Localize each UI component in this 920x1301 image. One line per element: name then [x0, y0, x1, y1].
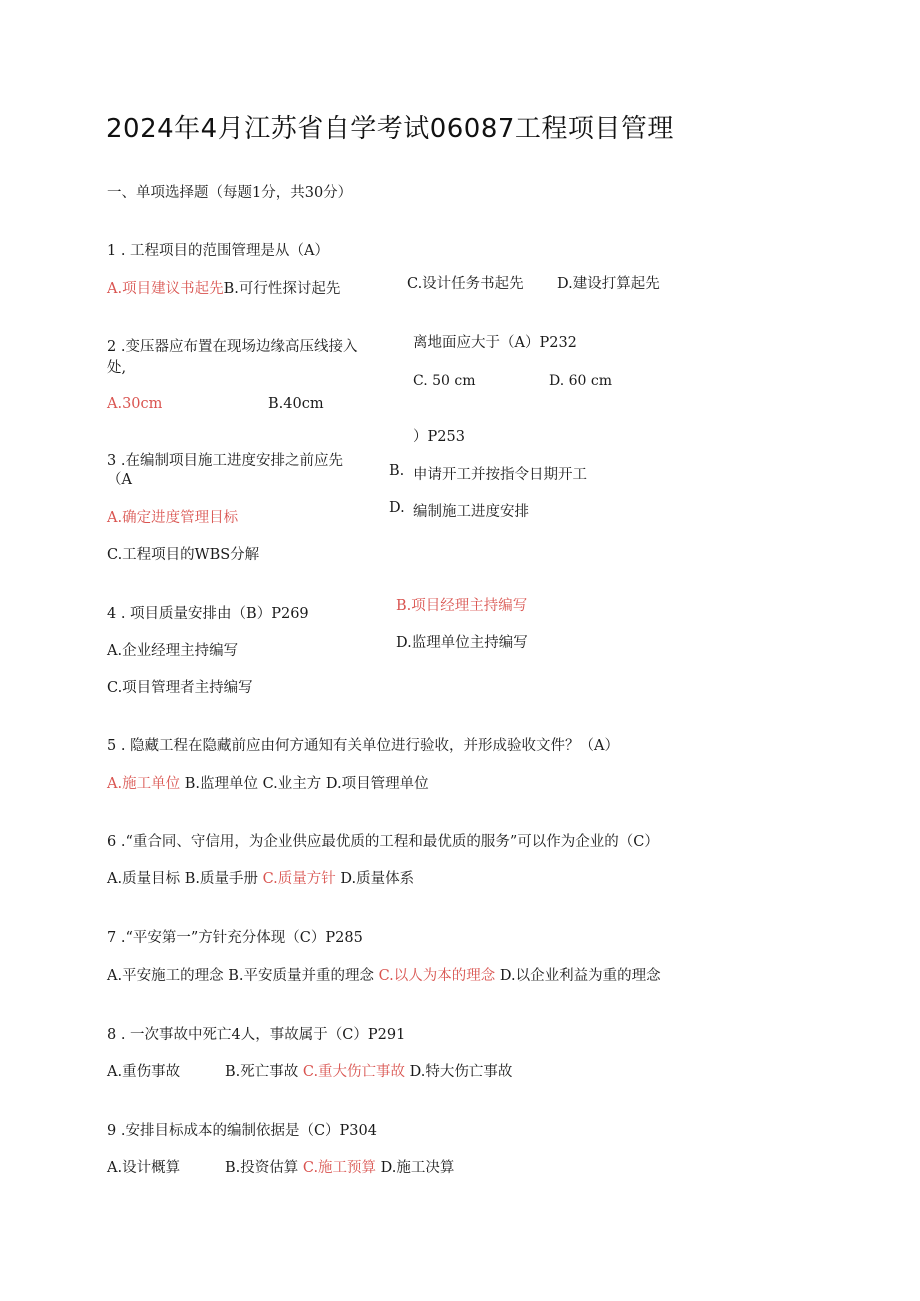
q2-option-b: B.40cm: [268, 396, 324, 412]
q5-stem: 5 . 隐藏工程在隐藏前应由何方通知有关单位进行验收，并形成验收文件？（A）: [107, 738, 620, 754]
q6-option-c: C.质量方针: [262, 871, 336, 887]
document-title: 2024年4月江苏省自学考试06087工程项目管理: [106, 114, 674, 144]
q1-option-line: [107, 282, 340, 297]
q4-stem: 4 . 项目质量安排由（B）P269: [107, 606, 309, 622]
q9-option-b: B.投资估算: [225, 1160, 303, 1176]
q6-options-post: D.质量体系: [335, 871, 415, 887]
q3-option-b-letter: B.: [389, 463, 405, 479]
q1-option-b: B.可行性探讨起先: [223, 281, 341, 297]
q6-stem: 6 .“重合同、守信用，为企业供应最优质的工程和最优质的服务”可以作为企业的（C）: [107, 834, 659, 850]
q2-stem-line2: 处,: [107, 360, 127, 376]
q7-option-c: C.以人为本的理念: [378, 968, 496, 984]
q7-options: [107, 969, 661, 984]
q2-option-d: D. 60 cm: [549, 373, 613, 389]
q4-option-b: B.项目经理主持编写: [396, 598, 528, 614]
q9-option-a: A.设计概算: [107, 1160, 181, 1176]
q9-stem: 9 .安排目标成本的编制依据是（C）P304: [107, 1123, 377, 1139]
q1-option-c: C.设计任务书起先: [407, 276, 524, 292]
q3-stem-line1: 3 .在编制项目施工进度安排之前应先: [107, 453, 343, 469]
q3-stem-line2: （A: [107, 472, 132, 488]
q8-options-rest: [225, 1065, 512, 1080]
q2-stem-line1: 2 .变压器应布置在现场边缘高压线接入: [107, 339, 358, 355]
q3-page-ref: ）P253: [413, 429, 465, 445]
q1-option-a: A.项目建议书起先: [107, 281, 224, 297]
q7-options-post: D.以企业利益为重的理念: [495, 968, 661, 984]
q8-stem: 8 . 一次事故中死亡4人，事故属于（C）P291: [107, 1027, 406, 1043]
q8-option-b: B.死亡事故: [225, 1064, 303, 1080]
q3-option-c: C.工程项目的WBS分解: [107, 547, 260, 563]
q4-option-a: A.企业经理主持编写: [107, 643, 239, 659]
q2-stem-right: 离地面应大于（A）P232: [413, 335, 577, 351]
q4-option-c: C.项目管理者主持编写: [107, 680, 253, 696]
q1-option-d: D.建设打算起先: [557, 276, 660, 292]
q1-stem: 1 . 工程项目的范围管理是从（A）: [107, 243, 330, 259]
q7-stem: 7 .“平安第一”方针充分体现（C）P285: [107, 930, 363, 946]
q9-option-c: C.施工预算: [302, 1160, 377, 1176]
q6-options-pre: A.质量目标 B.质量手册: [107, 871, 263, 887]
q7-options-pre: A.平安施工的理念 B.平安质量并重的理念: [107, 968, 379, 984]
q8-options-post: D.特大伤亡事故: [405, 1064, 513, 1080]
q3-option-b-text: 申请开工并按指令日期开工: [413, 467, 587, 483]
q5-options: [107, 777, 429, 792]
q2-option-c: C. 50 cm: [413, 373, 476, 389]
q8-option-c: C.重大伤亡事故: [302, 1064, 406, 1080]
q3-option-d-text: 编制施工进度安排: [413, 504, 529, 520]
section-heading: 一、单项选择题（每题1分，共30分）: [107, 185, 353, 201]
q8-option-a: A.重伤事故: [107, 1064, 181, 1080]
q3-option-a: A.确定进度管理目标: [107, 510, 239, 526]
q9-options-rest: [225, 1161, 454, 1176]
q9-options-post: D.施工决算: [376, 1160, 455, 1176]
q5-option-a: A.施工单位: [107, 776, 181, 792]
q4-option-d: D.监理单位主持编写: [396, 635, 528, 651]
q2-option-a: A.30cm: [107, 396, 163, 412]
q3-option-d-letter: D.: [389, 500, 405, 516]
q5-options-rest: B.监理单位 C.业主方 D.项目管理单位: [184, 776, 429, 792]
q6-options: [107, 872, 414, 887]
